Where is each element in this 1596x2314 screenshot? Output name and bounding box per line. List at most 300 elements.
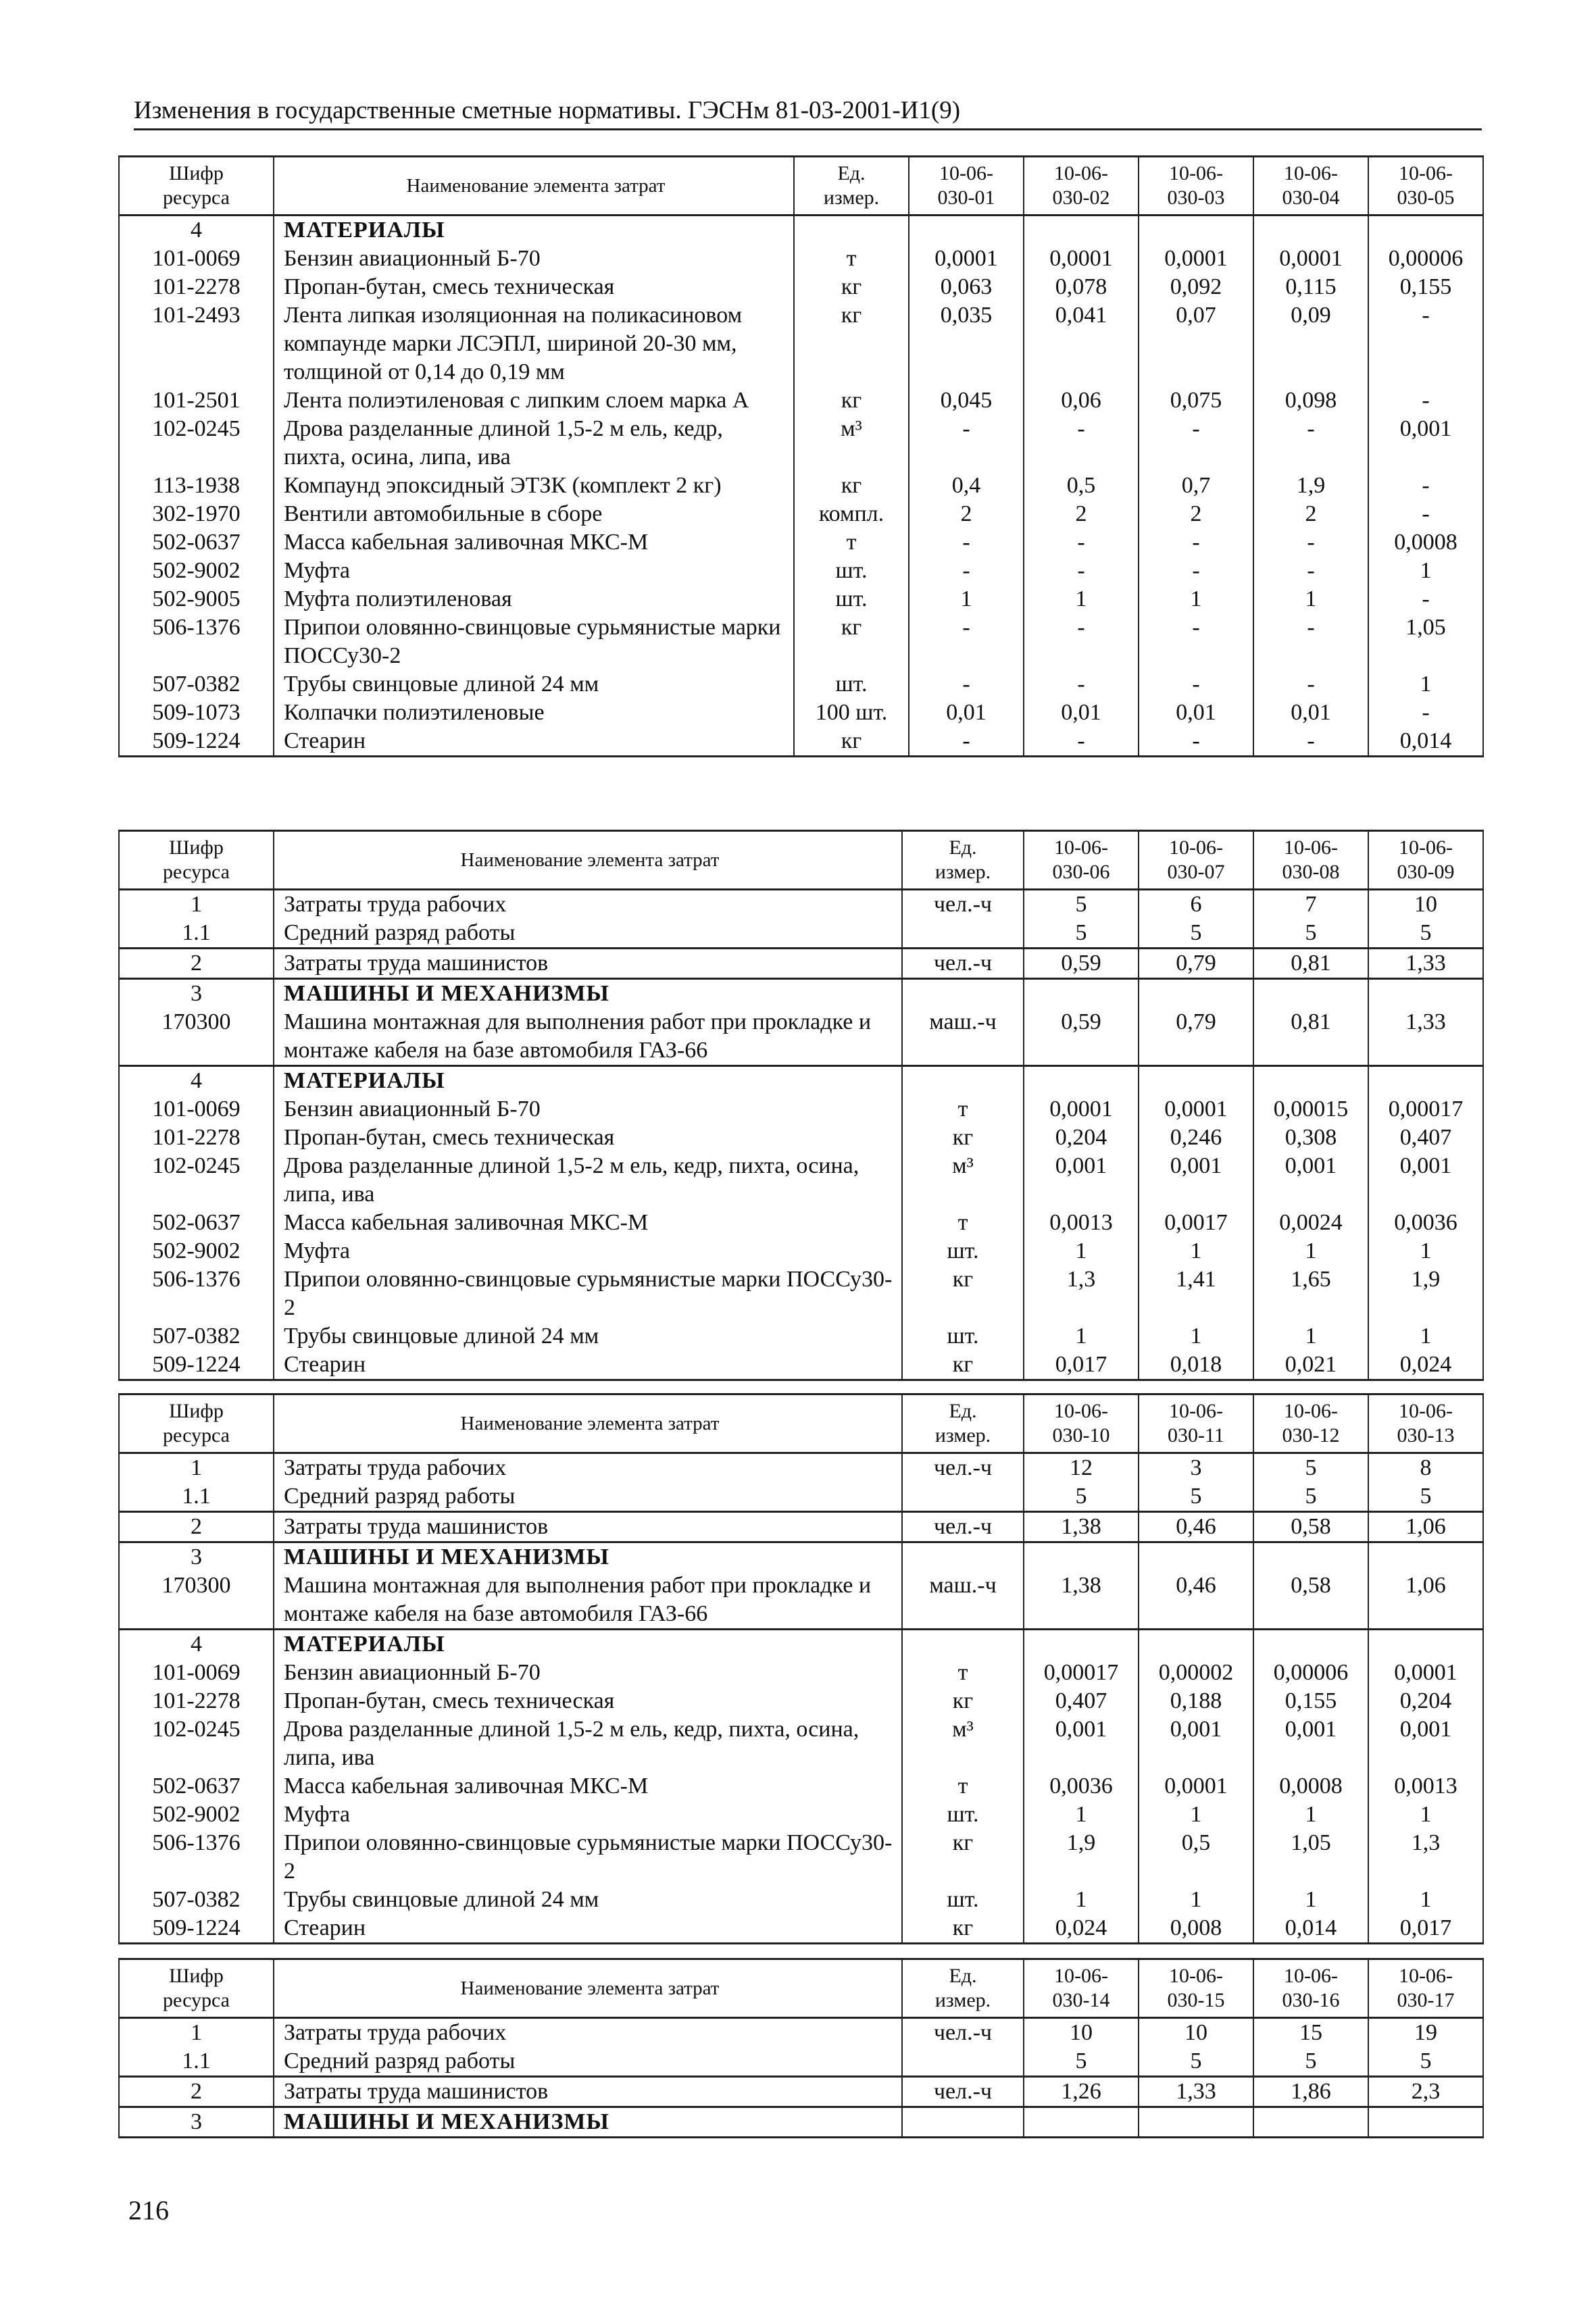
resource-code: 506-1376 [119, 1829, 274, 1886]
norm-code-prefix: 10-06- [1054, 162, 1108, 184]
value-cell: 0,0001 [1139, 1095, 1253, 1124]
resource-code: 509-1224 [119, 1351, 274, 1380]
unit-cell [902, 1542, 1024, 1572]
unit-cell [902, 919, 1024, 949]
value-cell [1253, 979, 1368, 1009]
resource-code: 506-1376 [119, 613, 274, 670]
resource-code: 102-0245 [119, 415, 274, 472]
unit-cell: кг [794, 386, 909, 415]
resource-name: Машина монтажная для выполнения работ при прокладке и монтаже кабеля на базе автомобиля ГАЗ-66 [274, 1008, 902, 1066]
table-row [119, 890, 1483, 920]
value-cell: 0,045 [909, 386, 1024, 415]
table-row [119, 1095, 1483, 1124]
value-cell: 0,041 [1024, 301, 1139, 386]
table-row [119, 1482, 1483, 1512]
value-cell: 5 [1253, 919, 1368, 949]
value-cell: 1,9 [1253, 472, 1368, 500]
resource-code: 509-1224 [119, 1914, 274, 1944]
resource-code: 1.1 [119, 2047, 274, 2077]
resource-name: Затраты труда машинистов [274, 949, 902, 979]
resource-code: 4 [119, 216, 274, 245]
norm-code-prefix: 10-06- [1284, 1965, 1338, 1987]
table-row [119, 1008, 1483, 1066]
resource-name: Масса кабельная заливочная МКС-М [274, 1772, 902, 1801]
value-cell: 7 [1253, 890, 1368, 920]
unit-cell: шт. [794, 585, 909, 613]
value-cell: 1,05 [1253, 1829, 1368, 1886]
unit-cell [902, 979, 1024, 1009]
value-cell: 0,5 [1024, 472, 1139, 500]
value-cell: 5 [1024, 919, 1139, 949]
table-row [119, 1237, 1483, 1265]
value-cell: - [1024, 670, 1139, 699]
norm-code-prefix: 10-06- [1054, 836, 1108, 859]
header-unit-cell [902, 1959, 1024, 2018]
value-cell: 1,38 [1024, 1512, 1139, 1542]
header-name-cell: Наименование элемента затрат [274, 1394, 902, 1453]
resource-code: 502-0637 [119, 1209, 274, 1237]
value-cell: 0,07 [1139, 301, 1253, 386]
table-row [119, 1322, 1483, 1351]
table-row [119, 415, 1483, 472]
unit-cell [794, 216, 909, 245]
resource-name: Припои оловянно-свинцовые сурьмянистые марки ПОССу30-2 [274, 1265, 902, 1322]
resource-name: Припои оловянно-свинцовые сурьмянистые марки ПОССу30-2 [274, 1829, 902, 1886]
value-cell: 8 [1368, 1453, 1483, 1483]
resource-code: 101-0069 [119, 245, 274, 273]
value-cell: 0,0036 [1024, 1772, 1139, 1801]
norm-code-prefix: 10-06- [1169, 1400, 1223, 1422]
section-title: МАШИНЫ И МЕХАНИЗМЫ [274, 1542, 902, 1572]
value-cell: 0,001 [1253, 1152, 1368, 1209]
header-name-cell: Наименование элемента затрат [274, 157, 794, 216]
value-cell: - [1253, 670, 1368, 699]
value-cell: 0,001 [1139, 1152, 1253, 1209]
resource-code: 101-2278 [119, 273, 274, 301]
resource-code: 102-0245 [119, 1715, 274, 1772]
header-norm-code-cell [1139, 831, 1253, 890]
value-cell: 10 [1024, 2018, 1139, 2048]
value-cell: 1 [1368, 670, 1483, 699]
value-cell: - [1368, 699, 1483, 727]
value-cell: 0,01 [1024, 699, 1139, 727]
value-cell: - [909, 528, 1024, 557]
value-cell: 2 [909, 500, 1024, 528]
value-cell: 1 [1139, 585, 1253, 613]
header-norm-code-cell [1368, 1959, 1483, 2018]
table-row [119, 1687, 1483, 1715]
section-row [119, 2107, 1483, 2138]
header-unit-cell [794, 157, 909, 216]
resource-name: Машина монтажная для выполнения работ при прокладке и монтаже кабеля на базе автомобиля ГАЗ-66 [274, 1571, 902, 1630]
value-cell: 3 [1139, 1453, 1253, 1483]
value-cell: 1,26 [1024, 2077, 1139, 2107]
value-cell: - [1139, 557, 1253, 585]
header-norm-code-cell [1139, 1394, 1253, 1453]
value-cell: 0,58 [1253, 1512, 1368, 1542]
norm-code-suffix: 030-10 [1052, 1424, 1110, 1447]
value-cell: - [1253, 613, 1368, 670]
value-cell [1024, 216, 1139, 245]
section-title: МАШИНЫ И МЕХАНИЗМЫ [274, 979, 902, 1009]
header-norm-code-cell [909, 157, 1024, 216]
resource-name: Дрова разделанные длиной 1,5-2 м ель, кедр, пихта, осина, липа, ива [274, 1152, 902, 1209]
norm-code-suffix: 030-07 [1167, 861, 1225, 883]
resource-code: 502-0637 [119, 528, 274, 557]
table-row [119, 557, 1483, 585]
value-cell: - [1139, 528, 1253, 557]
resource-code: 4 [119, 1630, 274, 1659]
value-cell: 0,078 [1024, 273, 1139, 301]
resource-name: Муфта [274, 1801, 902, 1829]
value-cell [1368, 1066, 1483, 1096]
resource-name: Масса кабельная заливочная МКС-М [274, 528, 794, 557]
header-norm-code-cell [1253, 1394, 1368, 1453]
resource-table-2 [118, 830, 1484, 1381]
header-code-cell [119, 1959, 274, 2018]
value-cell: 5 [1253, 1482, 1368, 1512]
value-cell [1024, 1542, 1139, 1572]
unit-cell: т [902, 1659, 1024, 1687]
table-row [119, 1829, 1483, 1886]
header-norm-code-cell [1024, 1959, 1139, 2018]
header-norm-code-cell [1139, 157, 1253, 216]
table-row [119, 1772, 1483, 1801]
resource-name: Муфта полиэтиленовая [274, 585, 794, 613]
value-cell: 0,59 [1024, 1008, 1139, 1066]
table-row [119, 1659, 1483, 1687]
value-cell: 0,7 [1139, 472, 1253, 500]
table-row [119, 1453, 1483, 1483]
value-cell: 1 [1253, 1322, 1368, 1351]
header-code-cell [119, 1394, 274, 1453]
norm-code-prefix: 10-06- [1399, 836, 1453, 859]
value-cell: 0,001 [1368, 1715, 1483, 1772]
value-cell: 1,41 [1139, 1265, 1253, 1322]
value-cell: 0,81 [1253, 949, 1368, 979]
value-cell: 15 [1253, 2018, 1368, 2048]
header-code-label: Шифр [169, 836, 224, 859]
value-cell [909, 216, 1024, 245]
table-row [119, 949, 1483, 979]
norm-code-prefix: 10-06- [1399, 162, 1453, 184]
value-cell: 2 [1024, 500, 1139, 528]
value-cell [1139, 979, 1253, 1009]
value-cell: 0,00006 [1368, 245, 1483, 273]
value-cell: 0,001 [1368, 1152, 1483, 1209]
value-cell: 0,017 [1368, 1914, 1483, 1944]
header-unit-label: Ед. [949, 1965, 977, 1987]
value-cell: 6 [1139, 890, 1253, 920]
norm-code-prefix: 10-06- [1054, 1400, 1108, 1422]
value-cell: 0,098 [1253, 386, 1368, 415]
value-cell: 0,0001 [1253, 245, 1368, 273]
table-row [119, 699, 1483, 727]
resource-code: 170300 [119, 1571, 274, 1630]
norm-code-suffix: 030-12 [1282, 1424, 1340, 1447]
resource-name: Трубы свинцовые длиной 24 мм [274, 1322, 902, 1351]
table-row [119, 919, 1483, 949]
norm-code-suffix: 030-15 [1167, 1989, 1225, 2011]
norm-code-prefix: 10-06- [1169, 1965, 1223, 1987]
value-cell: 0,46 [1139, 1571, 1253, 1630]
section-title: МАТЕРИАЛЫ [274, 1066, 902, 1096]
resource-code: 509-1224 [119, 727, 274, 757]
resource-name: Дрова разделанные длиной 1,5-2 м ель, кедр, пихта, осина, липа, ива [274, 1715, 902, 1772]
unit-cell [902, 1630, 1024, 1659]
value-cell: 0,00015 [1253, 1095, 1368, 1124]
value-cell: 0,00002 [1139, 1659, 1253, 1687]
resource-table-1 [118, 155, 1484, 757]
table-row [119, 500, 1483, 528]
value-cell: 0,79 [1139, 1008, 1253, 1066]
table-header-row [119, 157, 1483, 216]
value-cell [1368, 1630, 1483, 1659]
norm-code-suffix: 030-02 [1052, 186, 1110, 209]
value-cell: 0,024 [1368, 1351, 1483, 1380]
value-cell: - [1139, 670, 1253, 699]
value-cell [1139, 1066, 1253, 1096]
value-cell: 12 [1024, 1453, 1139, 1483]
header-norm-code-cell [1253, 1959, 1368, 2018]
value-cell: 1 [1253, 1886, 1368, 1914]
value-cell: 0,4 [909, 472, 1024, 500]
header-unit-label: Ед. [837, 162, 866, 184]
value-cell: 1,3 [1024, 1265, 1139, 1322]
resource-code: 170300 [119, 1008, 274, 1066]
resource-code: 2 [119, 949, 274, 979]
unit-cell: т [902, 1772, 1024, 1801]
resource-code: 502-9002 [119, 1237, 274, 1265]
resource-code: 1.1 [119, 1482, 274, 1512]
unit-cell: 100 шт. [794, 699, 909, 727]
value-cell: 0,46 [1139, 1512, 1253, 1542]
value-cell: 0,0008 [1253, 1772, 1368, 1801]
value-cell: 0,0013 [1368, 1772, 1483, 1801]
value-cell: 1 [1024, 1886, 1139, 1914]
norm-code-suffix: 030-14 [1052, 1989, 1110, 2011]
table-row [119, 1209, 1483, 1237]
value-cell: 0,01 [1253, 699, 1368, 727]
value-cell: 0,001 [1368, 415, 1483, 472]
unit-cell: т [794, 245, 909, 273]
value-cell: 5 [1139, 919, 1253, 949]
value-cell: 0,001 [1139, 1715, 1253, 1772]
resource-code: 502-9005 [119, 585, 274, 613]
resource-code: 101-2278 [119, 1124, 274, 1152]
value-cell: 0,246 [1139, 1124, 1253, 1152]
value-cell: 2 [1139, 500, 1253, 528]
value-cell [1139, 2107, 1253, 2138]
resource-name: Пропан-бутан, смесь техническая [274, 1124, 902, 1152]
value-cell [1368, 1542, 1483, 1572]
resource-code: 1 [119, 1453, 274, 1483]
resource-name: Затраты труда рабочих [274, 1453, 902, 1483]
unit-cell: кг [902, 1124, 1024, 1152]
header-code-label-2: ресурса [163, 861, 230, 883]
header-unit-cell [902, 831, 1024, 890]
resource-code: 1.1 [119, 919, 274, 949]
unit-cell: шт. [794, 670, 909, 699]
unit-cell: кг [902, 1829, 1024, 1886]
norm-code-suffix: 030-06 [1052, 861, 1110, 883]
table-row [119, 670, 1483, 699]
header-code-cell [119, 831, 274, 890]
resource-code: 2 [119, 2077, 274, 2107]
value-cell: - [1024, 727, 1139, 757]
resource-code: 507-0382 [119, 1322, 274, 1351]
value-cell: 19 [1368, 2018, 1483, 2048]
resource-code: 507-0382 [119, 670, 274, 699]
table-row [119, 1512, 1483, 1542]
value-cell: 0,017 [1024, 1351, 1139, 1380]
value-cell: - [909, 415, 1024, 472]
unit-cell: чел.-ч [902, 2018, 1024, 2048]
value-cell: 5 [1024, 2047, 1139, 2077]
unit-cell: чел.-ч [902, 949, 1024, 979]
resource-name: Трубы свинцовые длиной 24 мм [274, 670, 794, 699]
unit-cell: м³ [902, 1152, 1024, 1209]
unit-cell [902, 1482, 1024, 1512]
resource-name: Припои оловянно-свинцовые сурьмянистые марки ПОССу30-2 [274, 613, 794, 670]
value-cell: 1 [1368, 557, 1483, 585]
value-cell [1024, 979, 1139, 1009]
unit-cell: маш.-ч [902, 1008, 1024, 1066]
unit-cell: т [902, 1095, 1024, 1124]
table-row [119, 1351, 1483, 1380]
norm-code-prefix: 10-06- [1169, 162, 1223, 184]
value-cell [1139, 1542, 1253, 1572]
header-code-label-2: ресурса [163, 1424, 230, 1447]
resource-code: 101-2493 [119, 301, 274, 386]
value-cell: 1,33 [1139, 2077, 1253, 2107]
section-row [119, 1542, 1483, 1572]
resource-name: Затраты труда машинистов [274, 2077, 902, 2107]
value-cell: 0,0001 [1368, 1659, 1483, 1687]
value-cell: 0,001 [1024, 1715, 1139, 1772]
resource-name: Колпачки полиэтиленовые [274, 699, 794, 727]
value-cell: 10 [1139, 2018, 1253, 2048]
header-unit-cell [902, 1394, 1024, 1453]
value-cell: 0,204 [1368, 1687, 1483, 1715]
value-cell: 0,155 [1253, 1687, 1368, 1715]
value-cell: 0,115 [1253, 273, 1368, 301]
value-cell [1253, 216, 1368, 245]
resource-code: 2 [119, 1512, 274, 1542]
value-cell: 0,001 [1024, 1152, 1139, 1209]
table-row [119, 2077, 1483, 2107]
unit-cell: чел.-ч [902, 2077, 1024, 2107]
resource-name: Муфта [274, 1237, 902, 1265]
value-cell: 0,075 [1139, 386, 1253, 415]
norm-code-suffix: 030-04 [1282, 186, 1340, 209]
header-unit-label-2: измер. [934, 861, 991, 883]
section-row [119, 1066, 1483, 1096]
value-cell: 5 [1024, 1482, 1139, 1512]
value-cell: 0,5 [1139, 1829, 1253, 1886]
resource-code: 101-0069 [119, 1095, 274, 1124]
unit-cell: шт. [902, 1237, 1024, 1265]
header-unit-label-2: измер. [934, 1989, 991, 2011]
norm-code-suffix: 030-17 [1397, 1989, 1455, 2011]
value-cell: 0,09 [1253, 301, 1368, 386]
value-cell: - [909, 613, 1024, 670]
value-cell: - [1253, 557, 1368, 585]
table-row [119, 1801, 1483, 1829]
value-cell [1368, 2107, 1483, 2138]
resource-code: 4 [119, 1066, 274, 1096]
value-cell: 0,81 [1253, 1008, 1368, 1066]
value-cell: 0,00017 [1024, 1659, 1139, 1687]
value-cell: - [1253, 528, 1368, 557]
resource-name: Стеарин [274, 727, 794, 757]
norm-code-suffix: 030-03 [1167, 186, 1225, 209]
unit-cell: т [794, 528, 909, 557]
value-cell: 1 [1253, 1237, 1368, 1265]
norm-code-suffix: 030-11 [1168, 1424, 1224, 1447]
unit-cell: кг [794, 472, 909, 500]
value-cell: 0,01 [909, 699, 1024, 727]
unit-cell [902, 1066, 1024, 1096]
value-cell: 0,79 [1139, 949, 1253, 979]
value-cell: 5 [1368, 919, 1483, 949]
value-cell [1253, 2107, 1368, 2138]
table-row [119, 1152, 1483, 1209]
value-cell: 1 [1253, 1801, 1368, 1829]
norm-code-suffix: 030-01 [937, 186, 995, 209]
value-cell: 0,188 [1139, 1687, 1253, 1715]
unit-cell: кг [794, 301, 909, 386]
value-cell: - [1024, 613, 1139, 670]
value-cell: 0,0001 [909, 245, 1024, 273]
table-row [119, 245, 1483, 273]
header-name-cell: Наименование элемента затрат [274, 1959, 902, 2018]
table-row [119, 613, 1483, 670]
value-cell [1139, 216, 1253, 245]
resource-name: Дрова разделанные длиной 1,5-2 м ель, кедр, пихта, осина, липа, ива [274, 415, 794, 472]
value-cell: 1,06 [1368, 1571, 1483, 1630]
resource-table-4 [118, 1958, 1484, 2138]
value-cell: - [1139, 727, 1253, 757]
header-norm-code-cell [1368, 157, 1483, 216]
resource-name: Масса кабельная заливочная МКС-М [274, 1209, 902, 1237]
resource-name: Муфта [274, 557, 794, 585]
header-code-label-2: ресурса [163, 1989, 230, 2011]
value-cell: - [1368, 585, 1483, 613]
unit-cell: кг [902, 1914, 1024, 1944]
value-cell: 0,0017 [1139, 1209, 1253, 1237]
value-cell: 1,38 [1024, 1571, 1139, 1630]
resource-code: 1 [119, 890, 274, 920]
header-code-cell [119, 157, 274, 216]
unit-cell: шт. [902, 1322, 1024, 1351]
header-unit-label-2: измер. [823, 186, 880, 209]
value-cell: 1 [1253, 585, 1368, 613]
value-cell: 0,0008 [1368, 528, 1483, 557]
unit-cell [902, 2047, 1024, 2077]
value-cell: 1 [1368, 1801, 1483, 1829]
value-cell: 5 [1139, 2047, 1253, 2077]
norm-code-prefix: 10-06- [1054, 1965, 1108, 1987]
header-norm-code-cell [1024, 157, 1139, 216]
value-cell: 5 [1024, 890, 1139, 920]
header-norm-code-cell [1368, 1394, 1483, 1453]
header-norm-code-cell [1024, 831, 1139, 890]
value-cell: 0,0001 [1139, 245, 1253, 273]
value-cell: 0,58 [1253, 1571, 1368, 1630]
unit-cell: шт. [902, 1801, 1024, 1829]
unit-cell: чел.-ч [902, 890, 1024, 920]
